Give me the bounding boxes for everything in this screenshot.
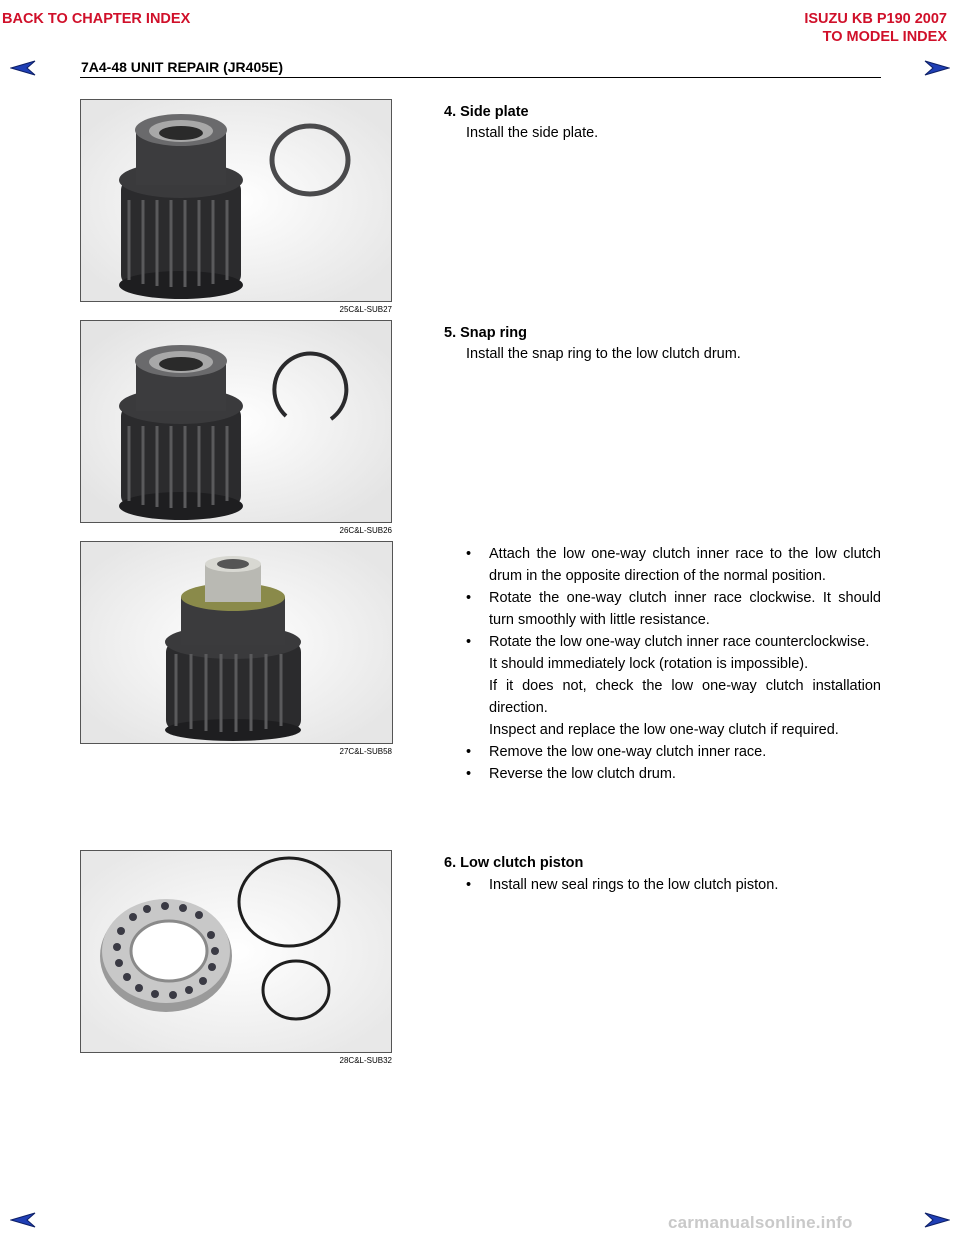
previous-page-arrow-icon[interactable] bbox=[10, 60, 36, 76]
list-item: • Install new seal rings to the low clutch piston. bbox=[466, 877, 779, 893]
list-item: • Attach the low one-way clutch inner race to the low clutch drum in the opposite direction of the normal position. bbox=[466, 546, 881, 584]
low-clutch-piston-bullet-list bbox=[466, 874, 881, 896]
step-side-plate-title: 4. Side plate bbox=[444, 104, 529, 120]
back-to-chapter-index-link[interactable]: BACK TO CHAPTER INDEX bbox=[2, 11, 191, 27]
step-side-plate-text: Install the side plate. bbox=[466, 125, 599, 141]
step-snap-ring-title: 5. Snap ring bbox=[444, 325, 527, 341]
figure-side-plate-photo bbox=[80, 99, 392, 302]
to-model-index-link[interactable]: TO MODEL INDEX bbox=[822, 29, 947, 45]
previous-page-arrow-icon[interactable] bbox=[10, 1212, 36, 1228]
figure-caption: 25C&L-SUB27 bbox=[339, 305, 392, 314]
figure-caption: 28C&L-SUB32 bbox=[339, 1056, 392, 1065]
list-item: • Rotate the one-way clutch inner race clockwise. It should turn smoothly with little resistance. bbox=[466, 590, 881, 628]
step-snap-ring-text: Install the snap ring to the low clutch drum. bbox=[466, 346, 741, 362]
step-low-clutch-piston-title: 6. Low clutch piston bbox=[444, 855, 584, 871]
figure-snap-ring-photo bbox=[80, 320, 392, 523]
next-page-arrow-icon[interactable] bbox=[924, 1212, 950, 1228]
model-title-link[interactable]: ISUZU KB P190 2007 bbox=[804, 11, 947, 27]
page-header-title: 7A4-48 UNIT REPAIR (JR405E) bbox=[81, 59, 284, 75]
watermark: carmanualsonline.info bbox=[668, 1213, 853, 1232]
list-item: • Remove the low one-way clutch inner race. bbox=[466, 744, 767, 760]
one-way-clutch-bullet-list bbox=[466, 543, 881, 785]
list-item: • Reverse the low clutch drum. bbox=[466, 766, 676, 782]
header-divider bbox=[80, 77, 881, 78]
list-item: • Rotate the low one-way clutch inner race counterclockwise. It should immediately lock (rotation is impossible). If it does not, check the low one-way clutch installation direction. Inspect and replace the low one-way clutch if required. bbox=[466, 634, 881, 738]
figure-caption: 26C&L-SUB26 bbox=[339, 526, 392, 535]
figure-low-clutch-piston-photo bbox=[80, 850, 392, 1053]
figure-caption: 27C&L-SUB58 bbox=[339, 747, 392, 756]
figure-one-way-clutch-photo bbox=[80, 541, 393, 744]
next-page-arrow-icon[interactable] bbox=[924, 60, 950, 76]
